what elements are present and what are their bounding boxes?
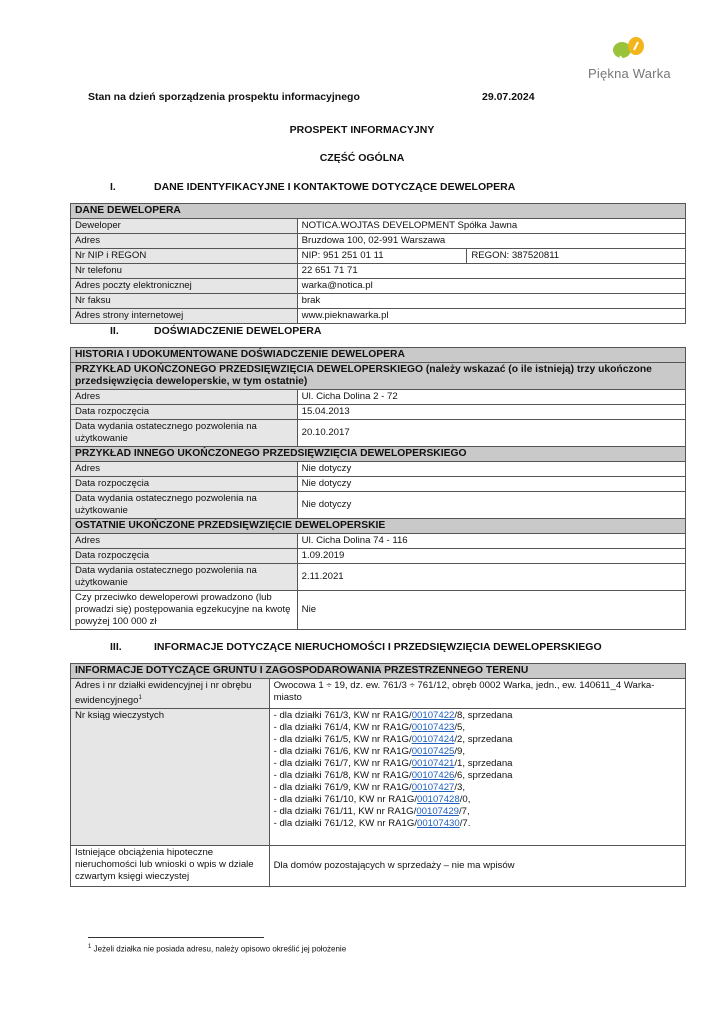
row-value: 20.10.2017 [297, 420, 685, 447]
kw-number-link[interactable]: 00107425 [411, 746, 455, 758]
document-subtitle: CZĘŚĆ OGÓLNA [319, 152, 405, 164]
table-row [71, 279, 686, 294]
table-row [71, 405, 686, 420]
kw-item-suffix: /8, sprzedana [454, 710, 513, 722]
kw-item-suffix: /2, sprzedana [454, 734, 513, 746]
row-label: Adres [71, 234, 298, 249]
row-label: Nr faksu [71, 294, 298, 309]
kw-item [274, 782, 681, 794]
kw-list-container [274, 710, 681, 830]
group-header: PRZYKŁAD UKOŃCZONEGO PRZEDSIĘWZIĘCIA DEWELOPERSKIEGO (należy wskazać (o ile istnieją) trzy ukończone przedsięwzięcia deweloperskie, w tym ostatnie) [71, 363, 686, 390]
table-row [71, 390, 686, 405]
table-row [71, 462, 686, 477]
row-label: Adres [71, 390, 298, 405]
date-label: Stan na dzień sporządzenia prospektu informacyjnego [88, 91, 360, 103]
table-row [71, 549, 686, 564]
kw-item-suffix: /6, sprzedana [454, 770, 513, 782]
kw-item-text: - dla działki 761/9, KW nr RA1G/ [273, 782, 412, 794]
table-row [71, 249, 686, 264]
row-value: brak [297, 294, 685, 309]
group-header: OSTATNIE UKOŃCZONE PRZEDSIĘWZIĘCIE DEWELOPERSKIE [71, 519, 686, 534]
row-value: Nie dotyczy [297, 492, 685, 519]
table-row [71, 477, 686, 492]
section-number: III. [110, 641, 122, 653]
row-value: 2.11.2021 [297, 564, 685, 591]
table-row [71, 219, 686, 234]
kw-item-text: - dla działki 761/12, KW nr RA1G/ [273, 818, 418, 830]
kw-number-link[interactable]: 00107427 [411, 782, 455, 794]
kw-number-link[interactable]: 00107428 [417, 794, 460, 806]
table-header: INFORMACJE DOTYCZĄCE GRUNTU I ZAGOSPODAROWANIA PRZESTRZENNEGO TERENU [71, 664, 686, 679]
table-row [71, 309, 686, 324]
row-value: 1.09.2019 [297, 549, 685, 564]
footnote-mark: 1 [88, 944, 92, 950]
row-label: Data wydania ostatecznego pozwolenia na użytkowanie [71, 492, 298, 519]
kw-item-suffix: /0, [459, 794, 471, 806]
row-label: Data rozpoczęcia [71, 549, 298, 564]
group-header: PRZYKŁAD INNEGO UKOŃCZONEGO PRZEDSIĘWZIĘCIA DEWELOPERSKIEGO [71, 447, 686, 462]
kw-number-link[interactable]: 00107422 [411, 710, 455, 722]
kw-item [274, 794, 681, 806]
website-value[interactable]: www.pieknawarka.pl [297, 309, 685, 324]
kw-number-link[interactable]: 00107426 [411, 770, 455, 782]
row-value: Owocowa 1 ÷ 19, dz. ew. 761/3 ÷ 761/12, obręb 0002 Warka, jedn., ew. 140611_4 Warka-miasto [269, 679, 685, 709]
kw-item-suffix: /1, sprzedana [454, 758, 513, 770]
row-value: Bruzdowa 100, 02-991 Warszawa [297, 234, 685, 249]
logo-text: Piękna Warka [588, 66, 671, 81]
kw-item-suffix: /3, [454, 782, 466, 794]
kw-item-suffix: /9, [454, 746, 466, 758]
kw-item [274, 746, 681, 758]
kw-item-text: - dla działki 761/6, KW nr RA1G/ [273, 746, 412, 758]
kw-item-text: - dla działki 761/8, KW nr RA1G/ [273, 770, 412, 782]
table-header: DANE DEWELOPERA [71, 204, 686, 219]
table-row [71, 264, 686, 279]
property-table [70, 663, 686, 887]
kw-item [274, 722, 681, 734]
kw-item-suffix: /7, [459, 806, 470, 818]
table-row [71, 294, 686, 309]
kw-item [274, 710, 681, 722]
row-label: Data rozpoczęcia [71, 405, 298, 420]
row-value: Ul. Cicha Dolina 2 - 72 [297, 390, 685, 405]
table-row [71, 420, 686, 447]
row-value: Nie dotyczy [297, 477, 685, 492]
footnote-text: Jeżeli działka nie posiada adresu, należy opisowo określić jej położenie [91, 944, 347, 954]
row-label: Adres [71, 462, 298, 477]
address-label: Adres i nr działki ewidencyjnej i nr obrębu ewidencyjnego [75, 680, 252, 707]
kw-item-suffix: /5, [454, 722, 466, 734]
table-row [71, 534, 686, 549]
kw-number-link[interactable]: 00107430 [417, 818, 460, 830]
row-label: Nr NIP i REGON [71, 249, 298, 264]
row-label: Data rozpoczęcia [71, 477, 298, 492]
email-value[interactable]: warka@notica.pl [297, 279, 685, 294]
row-value: 15.04.2013 [297, 405, 685, 420]
row-label: Nr ksiąg wieczystych [71, 709, 270, 846]
kw-number-link[interactable]: 00107424 [411, 734, 455, 746]
experience-table [70, 347, 686, 630]
footnote-ref: 1 [138, 695, 142, 701]
kw-number-link[interactable]: 00107421 [411, 758, 455, 770]
table-row [71, 709, 686, 846]
kw-item-text: - dla działki 761/11, KW nr RA1G/ [273, 806, 417, 818]
footnote-divider [88, 937, 264, 938]
kw-item-text: - dla działki 761/3, KW nr RA1G/ [273, 710, 412, 722]
row-value: Dla domów pozostających w sprzedaży – nie ma wpisów [269, 846, 685, 887]
table-row [71, 234, 686, 249]
row-label: Adres strony internetowej [71, 309, 298, 324]
row-value: Ul. Cicha Dolina 74 - 116 [297, 534, 685, 549]
row-label: Czy przeciwko deweloperowi prowadzono (lub prowadzi się) postępowania egzekucyjne na kwotę powyżej 100 000 zł [71, 591, 298, 630]
kw-item [274, 806, 681, 818]
row-value: NOTICA.WOJTAS DEVELOPMENT Spółka Jawna [297, 219, 685, 234]
table-row [71, 846, 686, 887]
section-title: INFORMACJE DOTYCZĄCE NIERUCHOMOŚCI I PRZEDSIĘWZIĘCIA DEWELOPERSKIEGO [154, 641, 602, 653]
row-label: Data wydania ostatecznego pozwolenia na użytkowanie [71, 420, 298, 447]
table-row [71, 591, 686, 630]
kw-item [274, 734, 681, 746]
row-label [71, 679, 270, 709]
footnote [88, 944, 346, 954]
row-label: Deweloper [71, 219, 298, 234]
row-label: Adres [71, 534, 298, 549]
row-label: Istniejące obciążenia hipoteczne nieruchomości lub wnioski o wpis w dziale czwartym księgi wieczystej [71, 846, 270, 887]
kw-item [274, 758, 681, 770]
table-row [71, 492, 686, 519]
kw-item-text: - dla działki 761/7, KW nr RA1G/ [273, 758, 412, 770]
section-title: DOŚWIADCZENIE DEWELOPERA [154, 325, 322, 337]
date-value: 29.07.2024 [482, 91, 535, 103]
row-value: 22 651 71 71 [297, 264, 685, 279]
developer-data-table [70, 203, 686, 324]
row-label: Data wydania ostatecznego pozwolenia na użytkowanie [71, 564, 298, 591]
regon-value: REGON: 387520811 [467, 249, 686, 264]
kw-item-text: - dla działki 761/5, KW nr RA1G/ [273, 734, 412, 746]
document-title: PROSPEKT INFORMACYJNY [289, 124, 435, 136]
kw-item-text: - dla działki 761/4, KW nr RA1G/ [273, 722, 412, 734]
row-value: Nie [297, 591, 685, 630]
kw-list [269, 709, 685, 846]
section-number: I. [110, 181, 116, 193]
kw-item [274, 770, 681, 782]
kw-item-text: - dla działki 761/10, KW nr RA1G/ [273, 794, 418, 806]
kw-item-suffix: /7. [459, 818, 471, 830]
row-label: Adres poczty elektronicznej [71, 279, 298, 294]
table-header: HISTORIA I UDOKUMENTOWANE DOŚWIADCZENIE DEWELOPERA [71, 348, 686, 363]
section-number: II. [110, 325, 119, 337]
kw-item [274, 818, 681, 830]
table-row [71, 564, 686, 591]
table-row [71, 679, 686, 709]
row-value: Nie dotyczy [297, 462, 685, 477]
kw-number-link[interactable]: 00107423 [411, 722, 455, 734]
section-title: DANE IDENTYFIKACYJNE I KONTAKTOWE DOTYCZĄCE DEWELOPERA [154, 181, 516, 193]
kw-number-link[interactable]: 00107429 [416, 806, 459, 818]
nip-value: NIP: 951 251 01 11 [297, 249, 467, 264]
row-label: Nr telefonu [71, 264, 298, 279]
